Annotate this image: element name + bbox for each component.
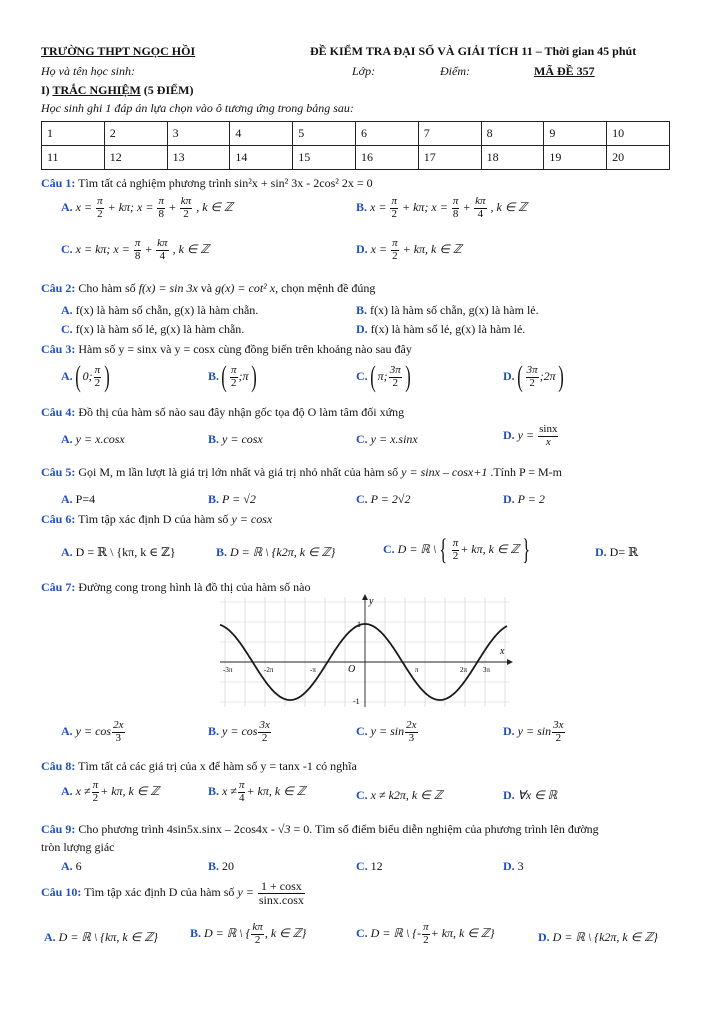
q4-option-d[interactable]: D. y = $\frac{\sin x}{x}$ bbox=[503, 423, 558, 448]
q1-option-d[interactable]: D. x = $\frac{\pi}{2}$ + kπ, k ∈ ℤ bbox=[356, 237, 462, 262]
tick-label: 3π bbox=[483, 666, 491, 674]
table-cell[interactable]: 12 bbox=[104, 146, 167, 170]
q6-option-d[interactable]: D. D= ℝ bbox=[595, 545, 639, 559]
q3-option-c[interactable]: C.( π; $\frac{3\pi}{2}$ ) bbox=[356, 360, 411, 393]
school-name: TRƯỜNG THPT NGỌC HỒI bbox=[41, 44, 196, 58]
instruction-text: Học sinh ghi 1 đáp án lựa chọn vào ô tương ứng trong bảng sau: bbox=[41, 101, 354, 115]
x-axis-arrow bbox=[507, 659, 513, 665]
y-axis-label: y bbox=[369, 596, 374, 607]
question-5: Câu 5: Gọi M, m lần lượt là giá trị lớn nhất và giá trị nhỏ nhất của hàm số y = sinx – cosx+1 .Tính P = M-m bbox=[41, 465, 563, 479]
q1-option-b[interactable]: B. x = $\frac{\pi}{2}$ + kπ; x = $\frac{\pi}{8}$ + $\frac{k\pi}{4}$ , k ∈ ℤ bbox=[356, 195, 528, 220]
q6-option-b[interactable]: B. D = ℝ \ {k2π, k ∈ ℤ} bbox=[216, 545, 336, 559]
question-2: Câu 2: Cho hàm số f(x) = sin 3x và g(x) = cot² x, chọn mệnh đề đúng bbox=[41, 281, 376, 295]
q5-option-a[interactable]: A. P=4 bbox=[61, 492, 96, 506]
table-cell[interactable]: 2 bbox=[104, 122, 167, 146]
table-cell[interactable]: 1 bbox=[42, 122, 105, 146]
q10-option-b[interactable]: B. D = ℝ \ { $\frac{k\pi}{2}$ , k ∈ ℤ} bbox=[190, 921, 307, 946]
table-cell[interactable]: 3 bbox=[167, 122, 230, 146]
y-tick-label: 1 bbox=[357, 620, 361, 629]
table-row bbox=[42, 146, 670, 170]
table-cell[interactable]: 19 bbox=[544, 146, 607, 170]
exam-code: MÃ ĐỀ 357 bbox=[534, 64, 595, 78]
q2-option-d[interactable]: D. f(x) là hàm số lẻ, g(x) là hàm lẻ. bbox=[356, 322, 526, 336]
question-6: Câu 6: Tìm tập xác định D của hàm số y = cosx bbox=[41, 512, 273, 526]
q5-option-d[interactable]: D. P = 2 bbox=[503, 492, 545, 506]
table-cell[interactable]: 7 bbox=[418, 122, 481, 146]
q8-option-c[interactable]: C. x ≠ k2π, k ∈ ℤ bbox=[356, 788, 443, 802]
q7-option-a[interactable]: A. y = cos $\frac{2x}{3}$ bbox=[61, 719, 124, 744]
q8-option-b[interactable]: B. x ≠ $\frac{\pi}{4}$ + kπ, k ∈ ℤ bbox=[208, 779, 306, 804]
table-cell[interactable]: 20 bbox=[607, 146, 670, 170]
score-label: Điểm: bbox=[440, 64, 470, 78]
question-10: Câu 10: Tìm tập xác định D của hàm số y = $\frac{1 + \cos x}{\sin x.\cos x}$ bbox=[41, 879, 304, 907]
table-cell[interactable]: 17 bbox=[418, 146, 481, 170]
tick-label: -π bbox=[310, 666, 316, 674]
q7-option-d[interactable]: D. y = sin $\frac{3x}{2}$ bbox=[503, 719, 564, 744]
table-cell[interactable]: 10 bbox=[607, 122, 670, 146]
question-4: Câu 4: Đồ thị của hàm số nào sau đây nhận gốc tọa độ O làm tâm đối xứng bbox=[41, 405, 405, 419]
question-7: Câu 7: Đường cong trong hình là đồ thị của hàm số nào bbox=[41, 580, 311, 594]
table-cell[interactable]: 4 bbox=[230, 122, 293, 146]
tick-label: -3π bbox=[223, 666, 233, 674]
q4-option-c[interactable]: C. y = x.sinx bbox=[356, 432, 418, 446]
q5-option-b[interactable]: B. P = √2 bbox=[208, 492, 256, 506]
tick-label: -2π bbox=[264, 666, 274, 674]
q8-option-d[interactable]: D. ∀x ∈ ℝ bbox=[503, 788, 558, 802]
question-3: Câu 3: Hàm số y = sinx và y = cosx cùng đồng biến trên khoảng nào sau đây bbox=[41, 342, 412, 356]
class-label: Lớp: bbox=[352, 64, 376, 78]
q6-option-a[interactable]: A. D = ℝ \ {kπ, k ∈ ℤ} bbox=[61, 545, 176, 559]
y-axis-arrow bbox=[362, 594, 368, 600]
exam-title: ĐỀ KIỂM TRA ĐẠI SỐ VÀ GIẢI TÍCH 11 – Thời gian 45 phút bbox=[310, 44, 637, 58]
table-cell[interactable]: 11 bbox=[42, 146, 105, 170]
table-row bbox=[42, 122, 670, 146]
tick-label: π bbox=[415, 666, 419, 674]
q1-option-c[interactable]: C. x = kπ; x = $\frac{\pi}{8}$ + $\frac{k\pi}{4}$ , k ∈ ℤ bbox=[61, 237, 210, 262]
q4-option-a[interactable]: A. y = x.cosx bbox=[61, 432, 125, 446]
table-cell[interactable]: 16 bbox=[355, 146, 418, 170]
question-9: Câu 9: Cho phương trình 4sin5x.sinx – 2cos4x - √3 = 0. Tìm số điểm biểu diễn nghiệm của phương trình lên đường bbox=[41, 822, 599, 836]
table-cell[interactable]: 15 bbox=[293, 146, 356, 170]
q3-option-b[interactable]: B.( $\frac{\pi}{2}$ ;π) bbox=[208, 360, 257, 393]
answer-table bbox=[41, 121, 670, 170]
origin-label: O bbox=[348, 664, 356, 675]
q10-option-a[interactable]: A. D = ℝ \ {kπ, k ∈ ℤ} bbox=[44, 930, 158, 944]
q6-option-c[interactable]: C. D = ℝ \ { $\frac{\pi}{2}$ + kπ, k ∈ ℤ } bbox=[383, 533, 531, 566]
q9-option-b[interactable]: B. 20 bbox=[208, 859, 235, 873]
table-cell[interactable]: 6 bbox=[355, 122, 418, 146]
y-tick-label: -1 bbox=[353, 697, 360, 706]
q7-option-b[interactable]: B. y = cos $\frac{3x}{2}$ bbox=[208, 719, 270, 744]
q8-option-a[interactable]: A. x ≠ $\frac{\pi}{2}$ + kπ, k ∈ ℤ bbox=[61, 779, 160, 804]
question-1: Câu 1: Tìm tất cả nghiệm phương trình sin²x + sin² 3x - 2cos² 2x = 0 bbox=[41, 176, 373, 190]
q2-option-c[interactable]: C. f(x) là hàm số lẻ, g(x) là hàm chẵn. bbox=[61, 322, 245, 336]
q9-option-a[interactable]: A. 6 bbox=[61, 859, 82, 873]
tick-label: 2π bbox=[460, 666, 468, 674]
q2-option-a[interactable]: A. f(x) là hàm số chẵn, g(x) là hàm chẵn. bbox=[61, 303, 259, 317]
question-8: Câu 8: Tìm tất cả các giá trị của x để hàm số y = tanx -1 có nghĩa bbox=[41, 759, 357, 773]
table-cell[interactable]: 8 bbox=[481, 122, 544, 146]
q7-option-c[interactable]: C. y = sin $\frac{2x}{3}$ bbox=[356, 719, 417, 744]
table-cell[interactable]: 14 bbox=[230, 146, 293, 170]
cosine-graph bbox=[215, 592, 515, 712]
question-9-line2: tròn lượng giác bbox=[41, 840, 115, 854]
q3-option-a[interactable]: A.( 0; $\frac{\pi}{2}$ ) bbox=[61, 360, 110, 393]
q9-option-c[interactable]: C. 12 bbox=[356, 859, 383, 873]
student-name-label: Họ và tên học sinh: bbox=[41, 64, 135, 78]
table-cell[interactable]: 5 bbox=[293, 122, 356, 146]
q10-option-d[interactable]: D. D = ℝ \ {k2π, k ∈ ℤ} bbox=[538, 930, 658, 944]
q9-option-d[interactable]: D. 3 bbox=[503, 859, 524, 873]
q2-option-b[interactable]: B. f(x) là hàm số chẵn, g(x) là hàm lẻ. bbox=[356, 303, 539, 317]
section-title: I) TRẮC NGHIỆM (5 ĐIỂM) bbox=[41, 83, 194, 97]
q10-option-c[interactable]: C. D = ℝ \ {- $\frac{\pi}{2}$ + kπ, k ∈ ℤ} bbox=[356, 921, 495, 946]
q3-option-d[interactable]: D.( $\frac{3\pi}{2}$ ;2π) bbox=[503, 360, 564, 393]
table-cell[interactable]: 13 bbox=[167, 146, 230, 170]
table-cell[interactable]: 18 bbox=[481, 146, 544, 170]
q5-option-c[interactable]: C. P = 2√2 bbox=[356, 492, 411, 506]
table-cell[interactable]: 9 bbox=[544, 122, 607, 146]
x-axis-label: x bbox=[500, 646, 505, 657]
q1-option-a[interactable]: A. x = $\frac{\pi}{2}$ + kπ; x = $\frac{\pi}{8}$ + $\frac{k\pi}{2}$ , k ∈ ℤ bbox=[61, 195, 233, 220]
q4-option-b[interactable]: B. y = cosx bbox=[208, 432, 263, 446]
